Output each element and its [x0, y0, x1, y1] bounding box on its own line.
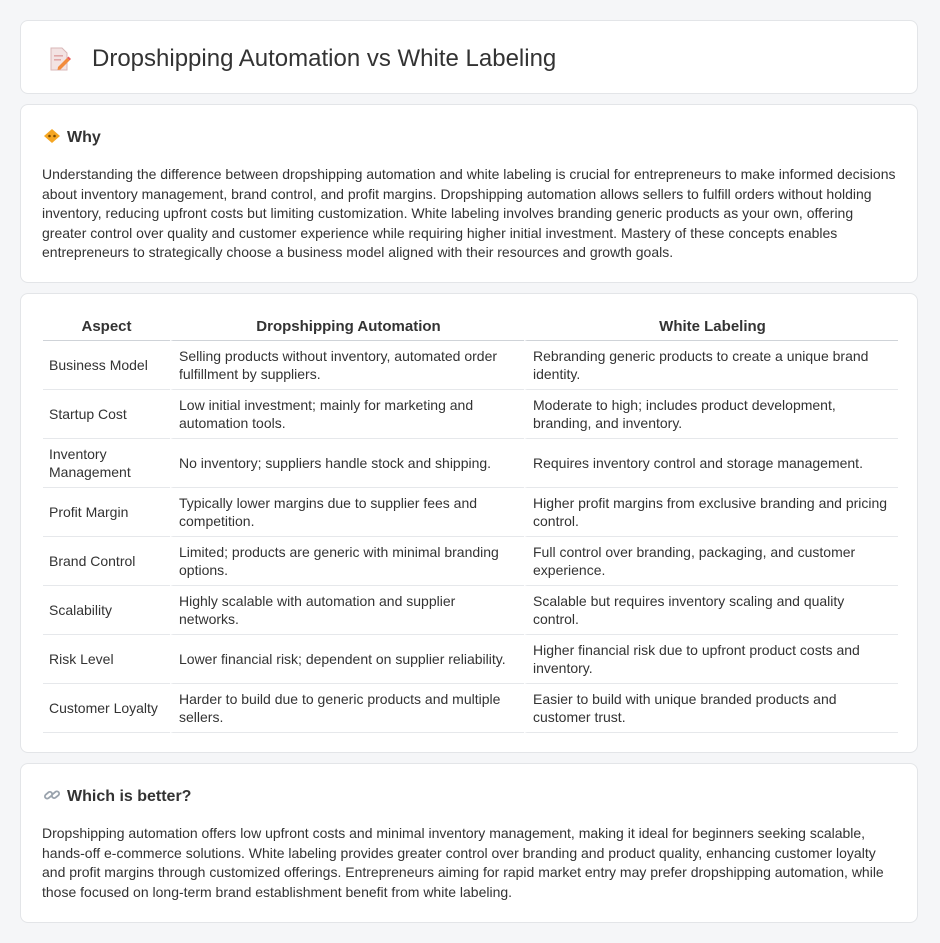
why-text: Understanding the difference between dropshipping automation and white labeling is crucial for entrepreneurs to make informed decisions about inventory management, brand control, and profit margins. Dropshipping automation allows sellers to fulfill orders without holding inventory, reducing upfront costs but limiting customization. White labeling involves branding generic products as your own, offering greater control over quality and customer experience while requiring higher initial investment. Mastery of these concepts enables entrepreneurs to strategically choose a business model aligned with their resources and growth goals.	[42, 166, 896, 260]
dropshipping-cell: No inventory; suppliers handle stock and shipping.	[170, 439, 524, 488]
white-labeling-cell: Rebranding generic products to create a unique brand identity.	[524, 341, 898, 390]
document-pencil-icon	[48, 46, 72, 72]
column-header-dropshipping: Dropshipping Automation	[170, 313, 524, 341]
aspect-cell: Scalability	[43, 586, 170, 635]
dropshipping-cell: Limited; products are generic with minimal branding options.	[170, 537, 524, 586]
dropshipping-cell: Low initial investment; mainly for marketing and automation tools.	[170, 390, 524, 439]
why-heading	[43, 128, 101, 147]
which-section	[20, 763, 918, 923]
table-row	[43, 635, 898, 684]
aspect-cell: Profit Margin	[43, 488, 170, 537]
white-labeling-cell: Easier to build with unique branded products and customer trust.	[524, 684, 898, 733]
link-icon	[43, 787, 61, 803]
why-title: Why	[67, 129, 101, 146]
white-labeling-cell: Higher profit margins from exclusive branding and pricing control.	[524, 488, 898, 537]
table-row	[43, 390, 898, 439]
which-title: Which is better?	[67, 788, 192, 805]
aspect-cell: Inventory Management	[43, 439, 170, 488]
comparison-table	[43, 313, 898, 733]
white-labeling-cell: Higher financial risk due to upfront product costs and inventory.	[524, 635, 898, 684]
dropshipping-cell: Lower financial risk; dependent on supplier reliability.	[170, 635, 524, 684]
column-header-aspect: Aspect	[43, 313, 170, 341]
table-header-row	[43, 313, 898, 341]
table-row	[43, 537, 898, 586]
which-text: Dropshipping automation offers low upfront costs and minimal inventory management, making it ideal for beginners seeking scalable, hands-off e-commerce solutions. White labeling provides greater control over branding and product quality, enhancing customer loyalty and profit margins through customized offerings. Entrepreneurs aiming for rapid market entry may prefer dropshipping automation, while those focused on long-term brand establishment benefit from white labeling.	[42, 825, 884, 900]
aspect-cell: Risk Level	[43, 635, 170, 684]
white-labeling-cell: Scalable but requires inventory scaling and quality control.	[524, 586, 898, 635]
table-row	[43, 488, 898, 537]
white-labeling-cell: Requires inventory control and storage management.	[524, 439, 898, 488]
which-heading	[43, 787, 191, 806]
dropshipping-cell: Highly scalable with automation and supplier networks.	[170, 586, 524, 635]
table-row	[43, 684, 898, 733]
warning-diamond-icon	[43, 128, 61, 144]
table-row	[43, 341, 898, 390]
white-labeling-cell: Full control over branding, packaging, and customer experience.	[524, 537, 898, 586]
aspect-cell: Startup Cost	[43, 390, 170, 439]
white-labeling-cell: Moderate to high; includes product development, branding, and inventory.	[524, 390, 898, 439]
header-card	[20, 20, 918, 94]
table-row	[43, 439, 898, 488]
aspect-cell: Brand Control	[43, 537, 170, 586]
comparison-table-card	[20, 293, 918, 753]
aspect-cell: Customer Loyalty	[43, 684, 170, 733]
table-row	[43, 586, 898, 635]
dropshipping-cell: Harder to build due to generic products and multiple sellers.	[170, 684, 524, 733]
dropshipping-cell: Typically lower margins due to supplier fees and competition.	[170, 488, 524, 537]
dropshipping-cell: Selling products without inventory, automated order fulfillment by suppliers.	[170, 341, 524, 390]
column-header-white-labeling: White Labeling	[524, 313, 898, 341]
page-title: Dropshipping Automation vs White Labeling	[92, 45, 557, 72]
why-section	[20, 104, 918, 283]
aspect-cell: Business Model	[43, 341, 170, 390]
